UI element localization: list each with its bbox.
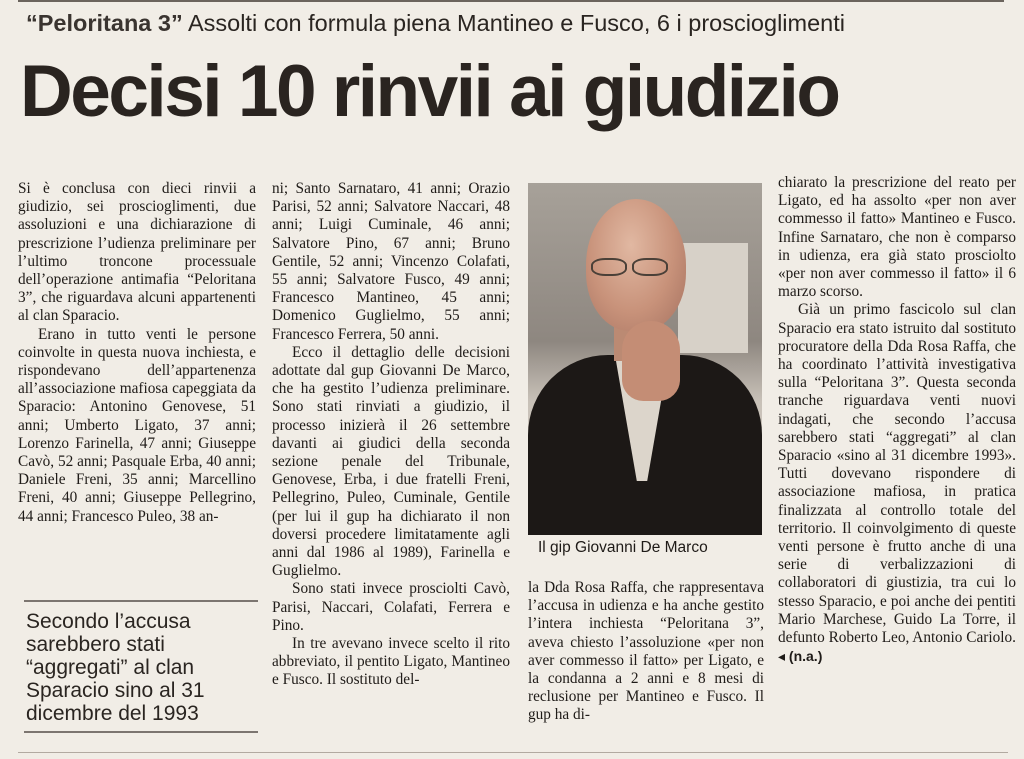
paragraph: Si è conclusa con dieci rinvii a giudizio, sei proscioglimenti, due assoluzioni e una dichiarazione di prescrizione l’udienza preliminare per l’ultimo troncone processuale dell’operazione antimafia “Peloritana 3”, che riguardava alcuni appartenenti al clan Sparacio.	[18, 180, 256, 325]
kicker	[26, 10, 845, 37]
paragraph: In tre avevano invece scelto il rito abbreviato, il pentito Ligato, Mantineo e Fusco. Il sostituto del-	[272, 635, 510, 689]
pullquote-rule-bottom	[24, 731, 258, 733]
top-rule	[18, 0, 1004, 2]
glasses-icon	[591, 258, 627, 276]
paragraph: Erano in tutto venti le persone coinvolte in questa nuova inchiesta, e rispondevano dell’appartenenza all’associazione mafiosa capeggiata da Sparacio: Antonino Genovese, 51 anni; Umberto Ligato, 37 anni; Lorenzo Farinella, 47 anni; Giuseppe Cavò, 52 anni; Pasquale Erba, 40 anni; Daniele Freni, 35 anni; Marcellino Freni, 40 anni; Giuseppe Pellegrino, 44 anni; Francesco Puleo, 38 an-	[18, 325, 256, 525]
article-column-1	[18, 180, 256, 526]
portrait-photo	[528, 183, 762, 535]
article-column-4	[778, 174, 1016, 666]
photo-background	[678, 243, 748, 353]
paragraph: la Dda Rosa Raffa, che rappresentava l’accusa in udienza e ha anche gestito l’intera inchiesta “Peloritana 3”, aveva chiesto l’assoluzione «per non aver commesso il fatto» per Ligato, e la condanna a 2 anni e 8 mesi di reclusione per Mantineo e Fusco. Il gup ha di-	[528, 579, 764, 724]
paragraph: Ecco il dettaglio delle decisioni adottate dal gup Giovanni De Marco, che ha gestito l’udienza preliminare. Sono stati rinviati a giudizio, il processo inizierà il 26 settembre davanti ai giudici della seconda sezione penale del Tribunale, Genovese, Erba, i due fratelli Freni, Pellegrino, Puleo, Cuminale, Gentile (per lui il gup ha dichiarato il non doversi procedere limitatamente agli anni dal 1986 al 1989), Farinella e Guglielmo.	[272, 343, 510, 580]
bottom-rule	[18, 752, 1008, 753]
author-signature: ◂ (n.a.)	[778, 648, 823, 665]
glasses-icon	[632, 258, 668, 276]
pullquote: Secondo l’accusa sarebbero stati “aggregati” al clan Sparacio sino al 31 dicembre del 1993	[26, 610, 205, 725]
kicker-summary: Assolti con formula piena Mantineo e Fusco, 6 i proscioglimenti	[187, 10, 845, 36]
article-column-2	[272, 180, 510, 690]
headline: Decisi 10 rinvii ai giudizio	[20, 51, 839, 132]
paragraph-text: Già un primo fascicolo sul clan Sparacio era stato istruito dal sostituto procuratore della Dda Rosa Raffa, che ha coordinato l’attività investigativa sulla “Peloritana 3”. Questa seconda tranche riguardava venti nuovi indagati, che secondo l’accusa sarebbero stati “aggregati” al clan Sparacio «sino al 31 dicembre 1993». Tutti dovevano rispondere di associazione mafiosa, in pratica finalizzata al controllo totale del territorio. Il coinvolgimento di queste venti persone è frutto anche di una serie di verbalizzazioni di collaboratori di giustizia, tra cui lo stesso Sparacio, e poi anche dei pentiti Mario Marchese, Guido La Torre, il defunto Roberto Leo, Antonio Cariolo.	[778, 301, 1016, 647]
paragraph: ni; Santo Sarnataro, 41 anni; Orazio Parisi, 52 anni; Salvatore Naccari, 48 anni; Luigi Cuminale, 46 anni; Salvatore Pino, 67 anni; Bruno Gentile, 52 anni; Vincenzo Colafati, 55 anni; Salvatore Fusco, 49 anni; Francesco Mantineo, 45 anni; Domenico Guglielmo, 55 anni; Francesco Ferrera, 50 anni.	[272, 180, 510, 343]
pullquote-rule-top	[24, 600, 258, 602]
kicker-series: “Peloritana 3”	[26, 10, 183, 36]
photo-hand	[622, 321, 680, 401]
article-column-3	[528, 579, 764, 725]
paragraph: chiarato la prescrizione del reato per Ligato, ed ha assolto «per non aver commesso il fatto» Mantineo e Fusco. Infine Sarnataro, che non è comparso in udienza, era già stato prosciolto «per non aver commesso il fatto» il 6 marzo scorso.	[778, 174, 1016, 301]
photo-caption: Il gip Giovanni De Marco	[538, 539, 708, 556]
paragraph: Sono stati invece prosciolti Cavò, Parisi, Naccari, Colafati, Ferrera e Pino.	[272, 580, 510, 634]
paragraph	[778, 301, 1016, 666]
